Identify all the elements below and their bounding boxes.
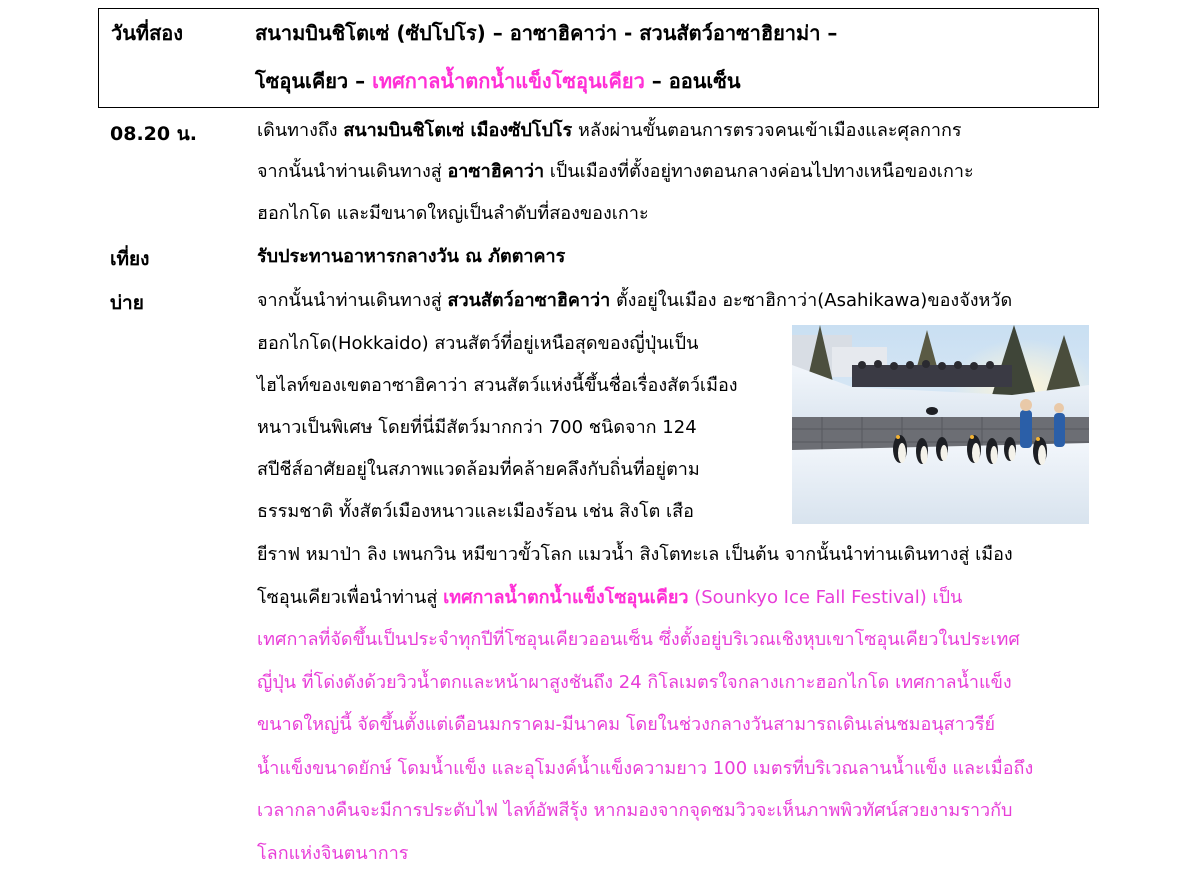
afternoon-line7: ยีราฟ หมาป่า ลิง เพนกวิน หมีขาวขั้วโลก แมวน้ำ สิงโตทะเล เป็นต้น จากนั้นนำท่านเดินทางสู่ เมือง	[257, 544, 1013, 565]
afternoon-line10: ญี่ปุ่น ที่โด่งดังด้วยวิวน้ำตกและหน้าผาสูงชันถึง 24 กิโลเมตรใจกลางเกาะฮอกไกโด เทศกาลน้ำแข็ง	[257, 672, 1012, 693]
zoo-penguin-photo	[792, 325, 1089, 524]
day-title-line2-a: โซอุนเคียว –	[255, 69, 373, 93]
morning-line1-b: หลังผ่านขั้นตอนการตรวจคนเข้าเมืองและศุลกากร	[572, 120, 962, 141]
afternoon-line13: เวลากลางคืนจะมีการประดับไฟ ไลท์อัพสีรุ้ง หากมองจากจุดชมวิวจะเห็นภาพพิวทัศน์สวยงามราวกับ	[257, 800, 1013, 821]
morning-line2-b: เป็นเมืองที่ตั้งอยู่ทางตอนกลางค่อนไปทางเหนือของเกาะ	[544, 161, 974, 182]
morning-line2-a: จากนั้นนำท่านเดินทางสู่	[257, 161, 448, 182]
afternoon-line12: น้ำแข็งขนาดยักษ์ โดมน้ำแข็ง และอุโมงค์น้ำแข็งความยาว 100 เมตรที่บริเวณลานน้ำแข็ง และเมื่อถึง	[257, 758, 1034, 779]
time-0820: 08.20 น.	[110, 123, 197, 145]
noon-text: รับประทานอาหารกลางวัน ณ ภัตตาคาร	[257, 246, 566, 267]
afternoon-line11: ขนาดใหญ่นี้ จัดขึ้นตั้งแต่เดือนมกราคม-มีนาคม โดยในช่วงกลางวันสามารถเดินเล่นชมอนุสาวรีย์	[257, 714, 996, 735]
morning-line1-a: เดินทางถึง	[257, 120, 344, 141]
afternoon-line5: สปีชีส์อาศัยอยู่ในสภาพแวดล้อมที่คล้ายคลึงกับถิ่นที่อยู่ตาม	[257, 459, 700, 480]
day-header-box	[98, 8, 1099, 108]
afternoon-line9: เทศกาลที่จัดขึ้นเป็นประจำทุกปีที่โซอุนเคียวออนเซ็น ซึ่งตั้งอยู่บริเวณเชิงหุบเขาโซอุนเคียวในประเทศ	[257, 629, 1020, 650]
festival-name-highlight: เทศกาลน้ำตกน้ำแข็งโซอุนเคียว	[443, 587, 689, 608]
morning-line3: ฮอกไกโด และมีขนาดใหญ่เป็นลำดับที่สองของเกาะ	[257, 203, 649, 224]
time-noon: เที่ยง	[110, 248, 150, 270]
morning-line2-bold: อาซาฮิคาว่า	[447, 161, 545, 182]
afternoon-line8-a: โซอุนเคียวเพื่อนำท่านสู่	[257, 587, 444, 608]
festival-name-english: (Sounkyo Ice Fall Festival) เป็น	[688, 587, 963, 608]
afternoon-line1-a: จากนั้นนำท่านเดินทางสู่	[257, 290, 448, 311]
morning-line2	[257, 158, 974, 186]
afternoon-line4: หนาวเป็นพิเศษ โดยที่นี่มีสัตว์มากกว่า 700 ชนิดจาก 124	[257, 417, 697, 438]
day-title-highlight: เทศกาลน้ำตกน้ำแข็งโซอุนเคียว	[372, 69, 645, 93]
afternoon-line1	[257, 287, 1012, 315]
afternoon-line3: ไฮไลท์ของเขตอาซาฮิคาว่า สวนสัตว์แห่งนี้ขึ้นชื่อเรื่องสัตว์เมือง	[257, 375, 738, 396]
afternoon-line6: ธรรมชาติ ทั้งสัตว์เมืองหนาวและเมืองร้อน เช่น สิงโต เสือ	[257, 501, 694, 522]
day-label: วันที่สอง	[111, 21, 184, 45]
day-title-line2	[255, 65, 741, 97]
morning-line1-bold: สนามบินชิโตเซ่ เมืองซัปโปโร	[343, 120, 573, 141]
morning-line1	[257, 117, 962, 145]
afternoon-line14: โลกแห่งจินตนาการ	[257, 843, 409, 864]
time-afternoon: บ่าย	[110, 292, 144, 314]
afternoon-line1-bold: สวนสัตว์อาซาฮิคาว่า	[447, 290, 611, 311]
afternoon-line8	[257, 584, 962, 612]
day-title-line2-b: – ออนเซ็น	[644, 69, 741, 93]
afternoon-line1-b: ตั้งอยู่ในเมือง อะซาฮิกาว่า(Asahikawa)ของจังหวัด	[610, 290, 1013, 311]
afternoon-line2: ฮอกไกโด(Hokkaido) สวนสัตว์ที่อยู่เหนือสุดของญี่ปุ่นเป็น	[257, 333, 699, 354]
day-title-line1: สนามบินชิโตเซ่ (ซัปโปโร) – อาซาฮิคาว่า - สวนสัตว์อาซาฮิยาม่า –	[255, 21, 838, 45]
